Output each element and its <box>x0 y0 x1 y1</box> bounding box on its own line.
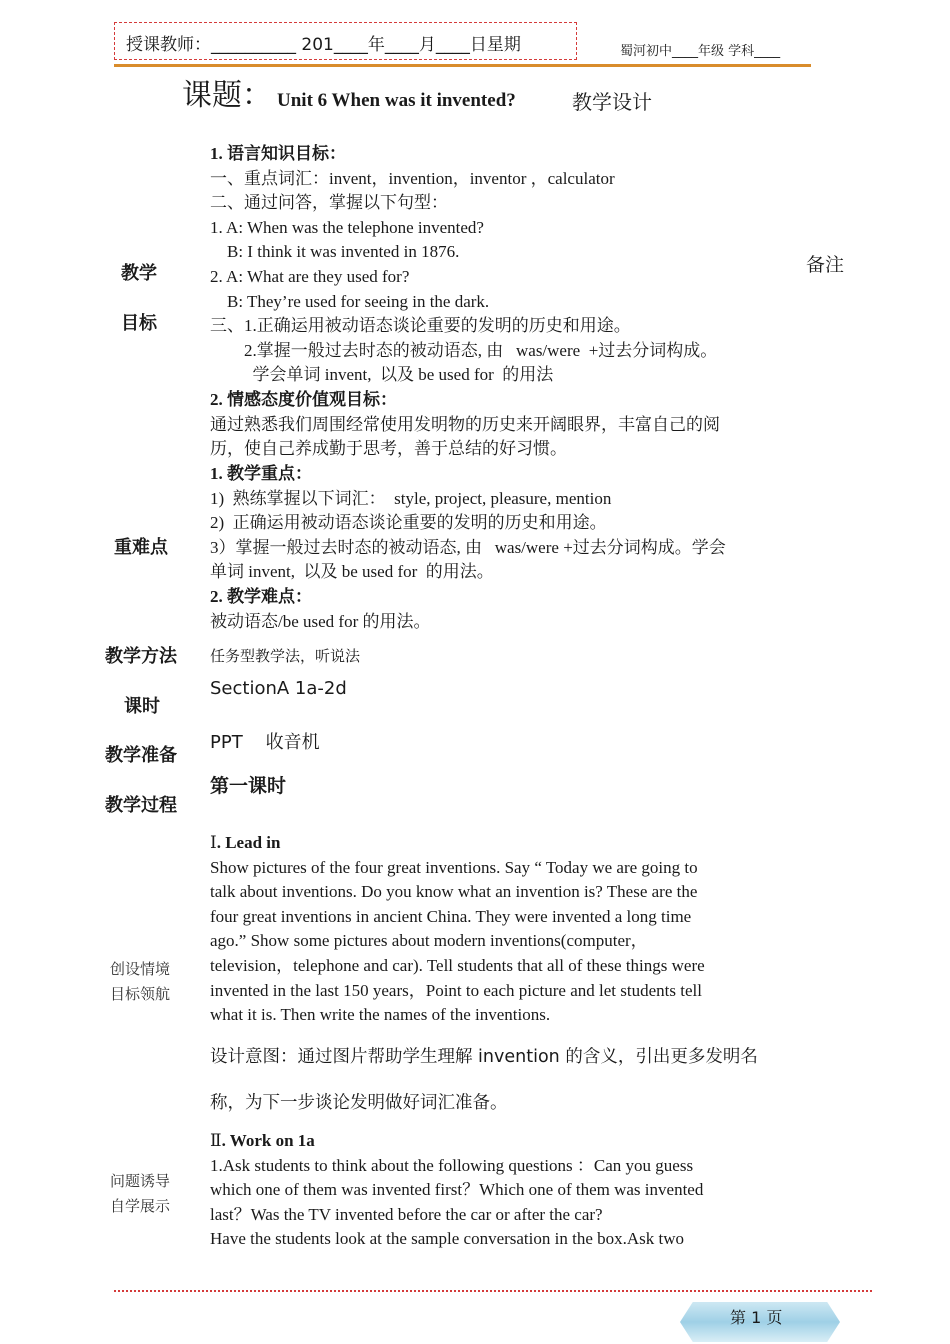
remarks-label: 备注 <box>806 254 845 276</box>
lead-in-line: Show pictures of the four great inventions. Say “ Today we are going to <box>210 857 698 877</box>
objectives-line: 三、1.正确运用被动语态谈论重要的发明的历史和用途。 <box>210 316 631 336</box>
label-key-points: 重难点 <box>114 537 168 558</box>
objectives-line: B: They’re used for seeing in the dark. <box>210 291 490 311</box>
header-teacher-date: 授课教师：__________ 201____年____月____日星期 <box>126 35 521 55</box>
key-points-line: 2) 正确运用被动语态谈论重要的发明的历史和用途。 <box>210 513 607 533</box>
lead-in-line: ago.” Show some pictures about modern inventions(computer， <box>210 931 648 951</box>
label-process: 教学过程 <box>105 795 177 816</box>
label-period: 课时 <box>124 696 160 717</box>
lead-in-heading <box>210 831 705 856</box>
lead-in-line: television，telephone and car). Tell students that all of these things were <box>210 955 705 975</box>
work-1a-line: which one of them was invented first？Which one of them was invented <box>210 1180 704 1200</box>
label-stage2-b: 自学展示 <box>110 1197 171 1215</box>
lead-in-line: what it is. Then write the names of the inventions. <box>210 1005 551 1025</box>
objectives-line: 通过熟悉我们周围经常使用发明物的历史来开阔眼界，丰富自己的阅 <box>210 414 720 434</box>
label-stage1-b: 目标领航 <box>110 985 171 1003</box>
period-value: SectionA 1a-2d <box>210 678 347 699</box>
label-stage2-a: 问题诱导 <box>110 1172 171 1190</box>
objectives-line: 二、通过问答，掌握以下句型： <box>210 193 448 213</box>
title-prefix: 课题： <box>182 78 272 113</box>
objectives-line: 历，使自己养成勤于思考，善于总结的好习惯。 <box>210 439 567 459</box>
key-points-line: 2. 教学难点： <box>210 586 312 606</box>
objectives-line: 1. 语言知识目标： <box>210 144 346 163</box>
lead-in-section <box>210 831 705 1028</box>
work-1a-line: last？Was the TV invented before the car or after the car? <box>210 1204 603 1224</box>
work-1a-heading-num: Ⅱ <box>210 1131 222 1150</box>
footer-divider <box>114 1290 872 1292</box>
label-prep: 教学准备 <box>105 745 177 766</box>
key-points-line: 1) 熟练掌握以下词汇： style, project, pleasure, mention <box>210 488 612 508</box>
header-divider <box>114 64 811 67</box>
method-value: 任务型教学法，听说法 <box>210 649 361 665</box>
prep-value: PPT 收音机 <box>210 732 320 753</box>
lead-in-line: four great inventions in ancient China. They were invented a long time <box>210 906 692 926</box>
objectives-line: 2. A: What are they used for? <box>210 266 410 286</box>
key-points-line: 1. 教学重点： <box>210 464 312 483</box>
work-1a-line: Have the students look at the sample conversation in the box.Ask two <box>210 1229 685 1249</box>
objectives-line: 1. A: When was the telephone invented? <box>210 217 484 237</box>
objectives-line: 学会单词 invent, 以及 be used for 的用法 <box>210 365 554 385</box>
label-objectives-1: 教学 <box>121 263 157 284</box>
work-1a-heading-text: . Work on 1a <box>221 1131 315 1150</box>
page-number: 第 1 页 <box>730 1308 783 1327</box>
lead-in-line: talk about inventions. Do you know what an invention is? These are the <box>210 882 698 902</box>
key-points-block <box>210 462 726 634</box>
key-points-line: 单词 invent, 以及 be used for 的用法。 <box>210 562 494 582</box>
label-stage1-a: 创设情境 <box>110 960 171 978</box>
lead-in-heading-num: Ⅰ <box>210 833 217 852</box>
work-1a-line: 1.Ask students to think about the following questions ：Can you guess <box>210 1155 694 1175</box>
objectives-line: B: I think it was invented in 1876. <box>210 242 460 262</box>
process-title: 第一课时 <box>210 775 287 797</box>
objectives-line: 一、重点词汇：invent，invention，inventor ，calculator <box>210 168 615 188</box>
label-method: 教学方法 <box>105 646 177 667</box>
design-intent-1: 设计意图：通过图片帮助学生理解 invention 的含义，引出更多发明名 <box>210 1047 758 1067</box>
work-1a-section <box>210 1129 703 1252</box>
label-objectives-2: 目标 <box>121 313 157 334</box>
lead-in-line: invented in the last 150 years，Point to each picture and let students tell <box>210 980 702 1000</box>
header-school-grade: 蜀河初中____年级 学科____ <box>620 44 781 59</box>
key-points-line: 被动语态/be used for 的用法。 <box>210 611 431 631</box>
key-points-line: 3）掌握一般过去时态的被动语态, 由 was/were +过去分词构成。学会 <box>210 537 726 557</box>
lead-in-heading-text: . Lead in <box>216 833 281 852</box>
objectives-line: 2. 情感态度价值观目标： <box>210 389 397 409</box>
page-title: Unit 6 When was it invented? <box>277 90 516 111</box>
work-1a-heading <box>210 1129 703 1154</box>
title-suffix: 教学设计 <box>572 90 652 114</box>
design-intent-2: 称，为下一步谈论发明做好词汇准备。 <box>210 1093 508 1113</box>
objectives-line: 2.掌握一般过去时态的被动语态, 由 was/were +过去分词构成。 <box>210 340 718 360</box>
objectives-block <box>210 142 720 462</box>
